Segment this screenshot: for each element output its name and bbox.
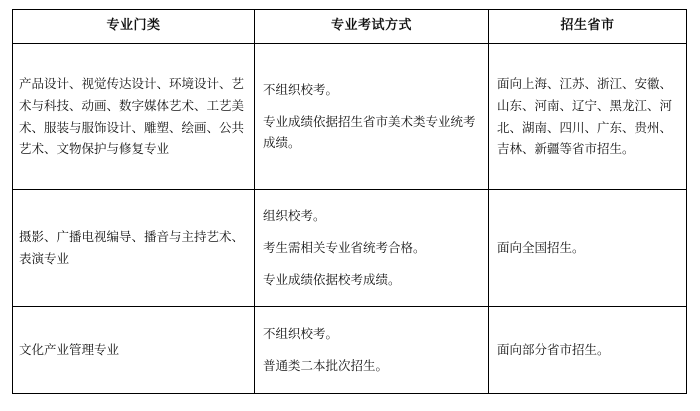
exam-cell [255,44,489,190]
exam-line: 组织校考。 [263,208,326,224]
exam-line: 不组织校考。 [263,81,339,97]
exam-line: 考生需相关专业省统考合格。 [263,240,426,256]
exam-line: 专业成绩依据招生省市美术类专业统考成绩。 [263,113,476,151]
exam-cell [255,307,489,394]
table-header-row [13,10,687,44]
table-row [13,44,687,190]
category-cell: 产品设计、视觉传达设计、环境设计、艺术与科技、动画、数字媒体艺术、工艺美术、服装与服饰设计、雕塑、绘画、公共艺术、文物保护与修复专业 [13,44,255,190]
regions-cell: 面向部分省市招生。 [489,307,687,394]
header-exam-method: 专业考试方式 [255,10,489,44]
admissions-table [12,9,687,394]
exam-line: 专业成绩依据校考成绩。 [263,271,401,287]
header-enrollment-regions: 招生省市 [489,10,687,44]
table-row [13,307,687,394]
regions-cell: 面向全国招生。 [489,190,687,307]
category-cell: 文化产业管理专业 [13,307,255,394]
table-row [13,190,687,307]
regions-cell: 面向上海、江苏、浙江、安徽、山东、河南、辽宁、黑龙江、河北、湖南、四川、广东、贵州、吉林、新疆等省市招生。 [489,44,687,190]
category-cell: 摄影、广播电视编导、播音与主持艺术、表演专业 [13,190,255,307]
exam-line: 不组织校考。 [263,326,339,342]
exam-line: 普通类二本批次招生。 [263,358,389,373]
header-category: 专业门类 [13,10,255,44]
exam-cell [255,190,489,307]
